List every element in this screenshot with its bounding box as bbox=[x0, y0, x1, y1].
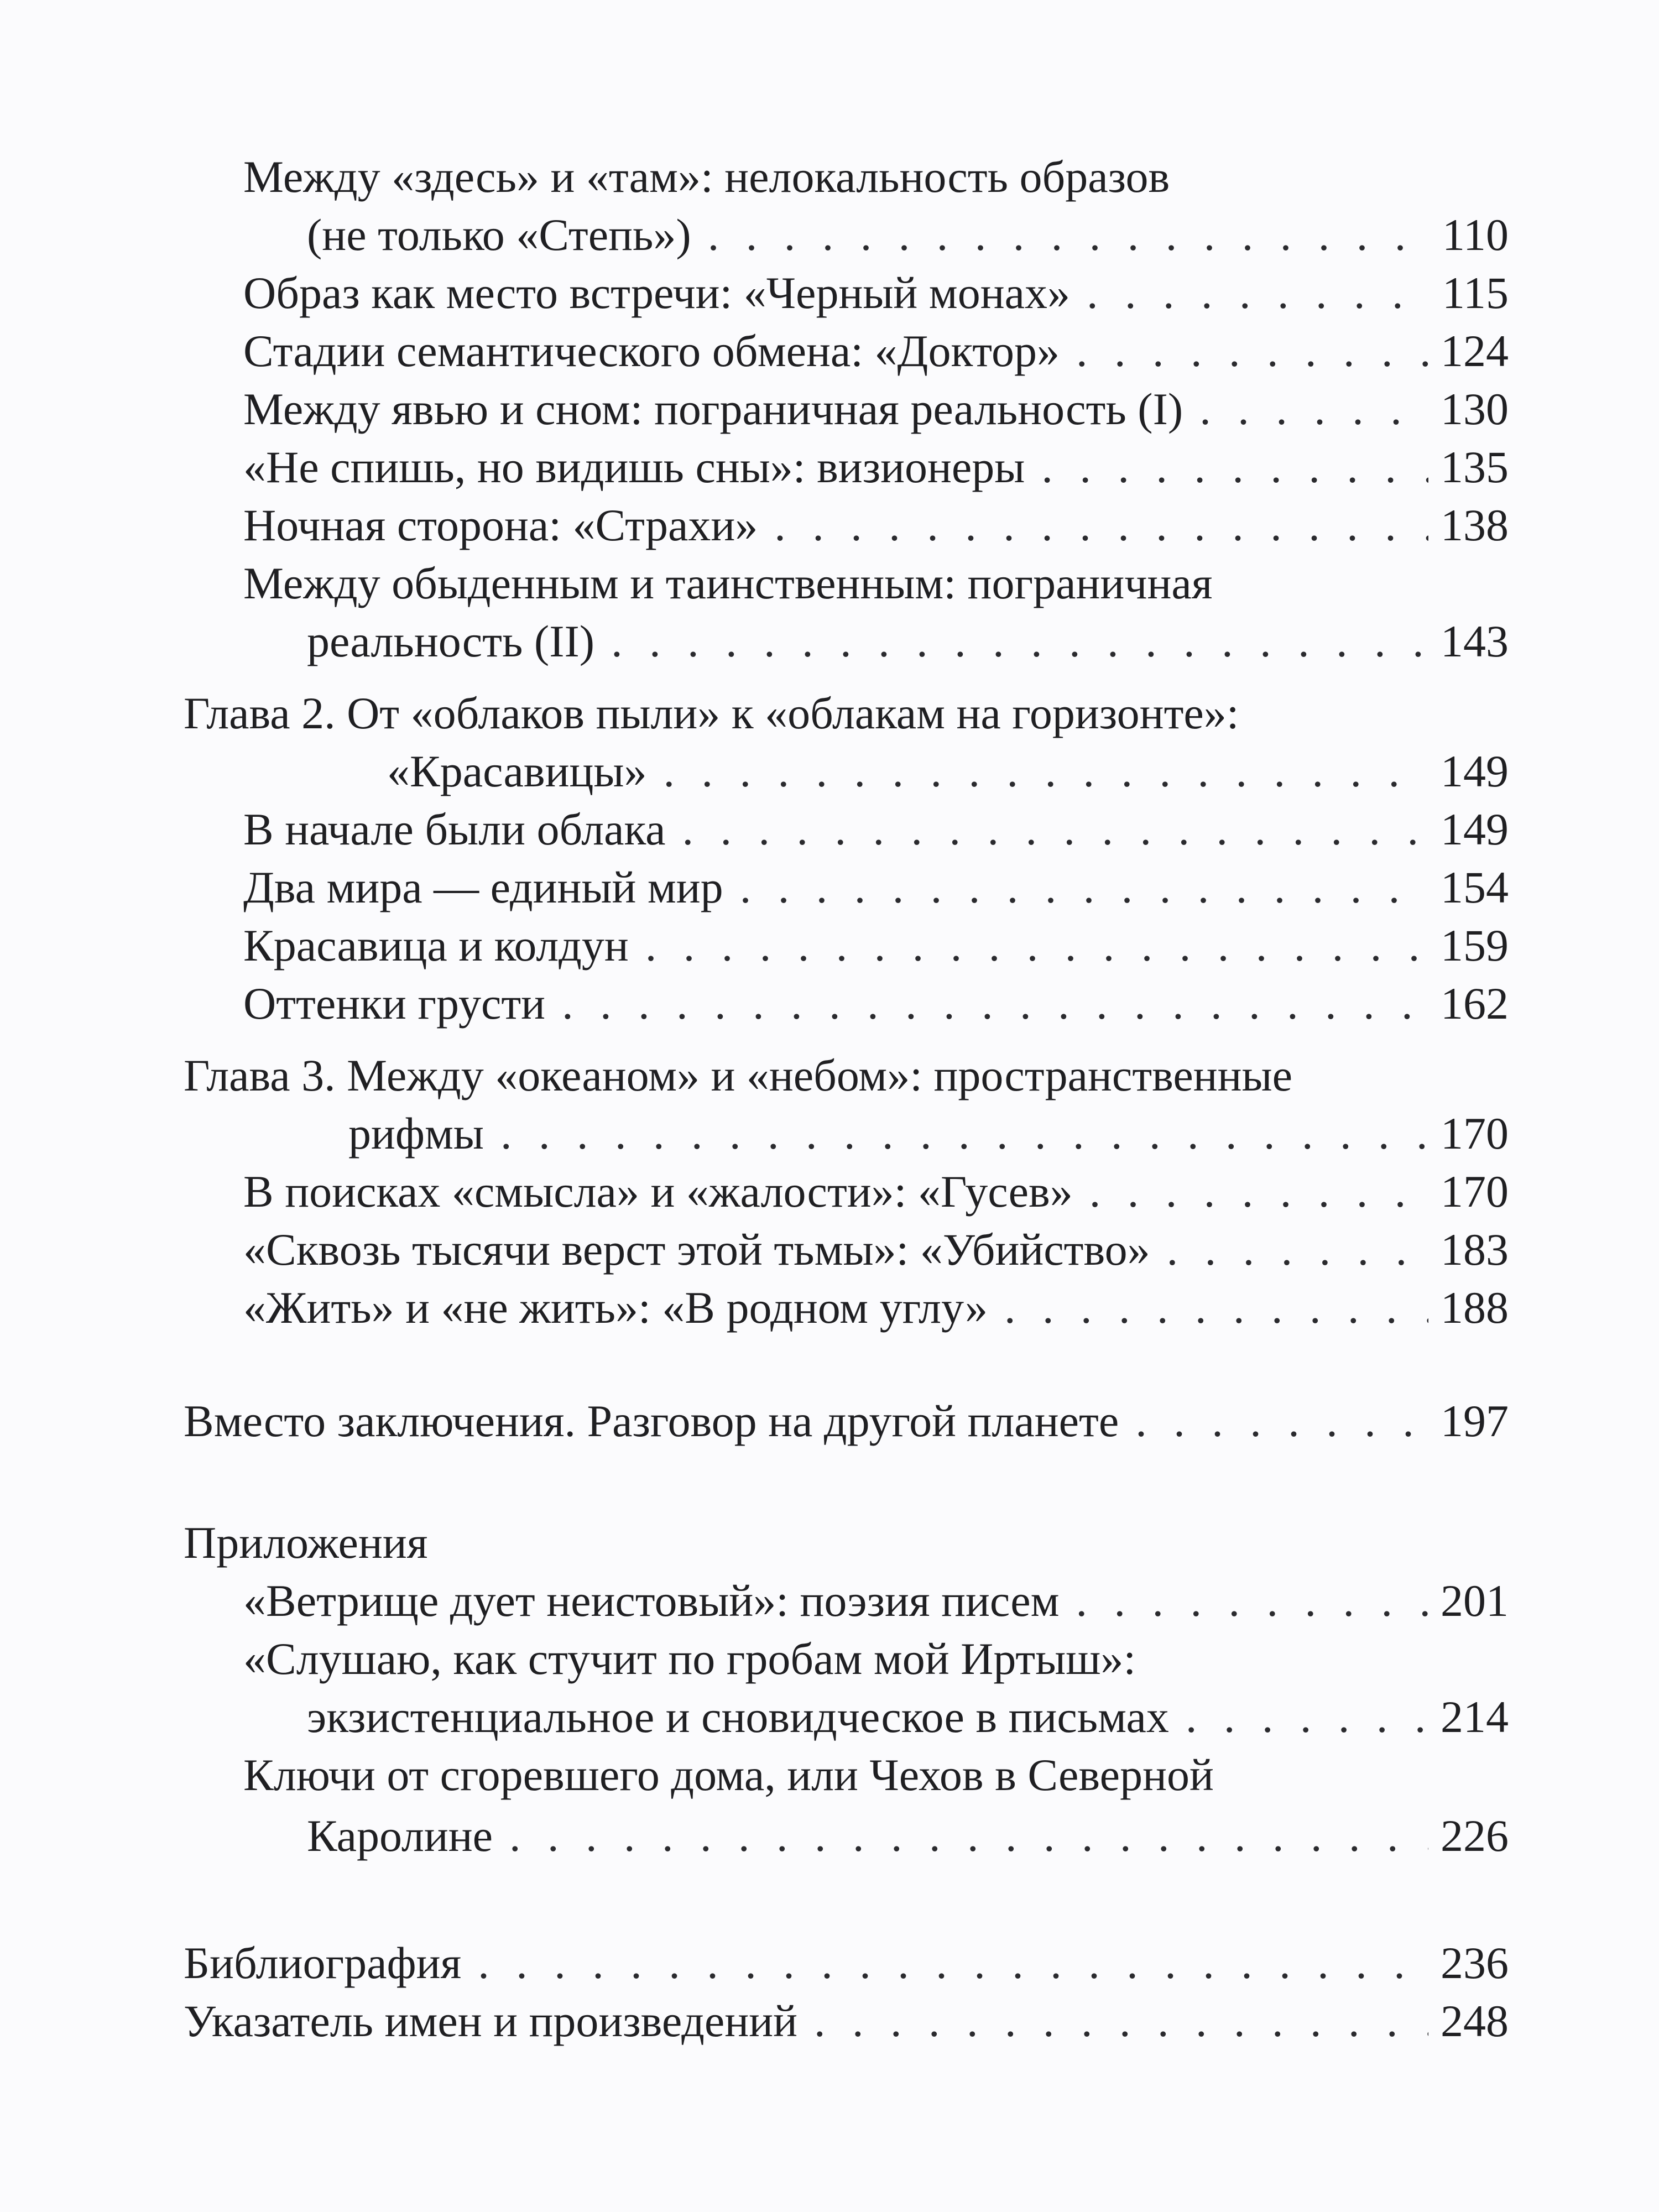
toc-entry bbox=[307, 207, 1509, 263]
toc-entry-title-line1: Между «здесь» и «там»: нелокальность образов bbox=[243, 152, 1170, 202]
dot-leader bbox=[478, 1936, 1428, 1991]
dot-leader bbox=[1089, 1164, 1428, 1219]
page-number: 149 bbox=[1441, 746, 1509, 796]
toc-entry-title: «Ветрище дует неистовый»: поэзия писем bbox=[243, 1575, 1060, 1626]
dot-leader bbox=[708, 207, 1430, 263]
toc-entry-title: «Жить» и «не жить»: «В родном углу» bbox=[243, 1282, 988, 1333]
toc-entry-title-line2: Каролине bbox=[307, 1811, 493, 1861]
toc-entry bbox=[243, 1573, 1509, 1629]
index-entry bbox=[184, 1994, 1509, 2049]
toc-entry bbox=[243, 976, 1509, 1031]
toc-entry-title: Образ как место встречи: «Черный монах» bbox=[243, 268, 1070, 318]
dot-leader bbox=[774, 498, 1428, 553]
page-number: 248 bbox=[1441, 1996, 1509, 2046]
toc-entry-title: Красавица и колдун bbox=[243, 920, 629, 971]
dot-leader bbox=[1041, 440, 1428, 495]
toc-entry bbox=[243, 324, 1509, 379]
toc-entry-title: Оттенки грусти bbox=[243, 978, 546, 1029]
page-number: 236 bbox=[1441, 1938, 1509, 1988]
toc-entry bbox=[307, 1808, 1509, 1864]
toc-entry-title: В поисках «смысла» и «жалости»: «Гусев» bbox=[243, 1166, 1073, 1217]
chapter-3-entry bbox=[348, 1106, 1509, 1161]
page-number: 188 bbox=[1441, 1282, 1509, 1333]
chapter-2-title-line1: Глава 2. От «облаков пыли» к «облакам на горизонте»: bbox=[184, 688, 1239, 738]
page-number: 183 bbox=[1441, 1224, 1509, 1275]
toc-entry bbox=[243, 1280, 1509, 1335]
dot-leader bbox=[1087, 265, 1430, 321]
dot-leader bbox=[1199, 382, 1428, 437]
dot-leader bbox=[663, 744, 1428, 799]
toc-entry bbox=[243, 440, 1509, 495]
toc-entry bbox=[307, 1689, 1509, 1745]
dot-leader bbox=[500, 1106, 1428, 1161]
chapter-2-title-line2: «Красавицы» bbox=[387, 746, 647, 796]
toc-entry bbox=[243, 802, 1509, 857]
toc-entry-title: Между явью и сном: пограничная реальность (I) bbox=[243, 384, 1183, 434]
page-number: 170 bbox=[1441, 1166, 1509, 1217]
page-number: 135 bbox=[1441, 442, 1509, 492]
page-number: 138 bbox=[1441, 500, 1509, 550]
index-title: Указатель имен и произведений bbox=[184, 1996, 797, 2046]
dot-leader bbox=[1186, 1689, 1428, 1745]
toc-entry-title-line1: Между обыденным и таинственным: пограничная bbox=[243, 558, 1213, 608]
toc-entry bbox=[243, 265, 1509, 321]
toc-entry bbox=[243, 918, 1509, 973]
page-number: 124 bbox=[1441, 326, 1509, 376]
conclusion-title: Вместо заключения. Разговор на другой планете bbox=[184, 1396, 1119, 1446]
chapter-2-entry bbox=[387, 744, 1509, 799]
toc-entry-title-line1: «Слушаю, как стучит по гробам мой Иртыш»: bbox=[243, 1634, 1136, 1684]
bibliography-title: Библиография bbox=[184, 1938, 462, 1988]
toc-entry-title: «Не спишь, но видишь сны»: визионеры bbox=[243, 442, 1025, 492]
toc-entry-title: «Сквозь тысячи верст этой тьмы»: «Убийство» bbox=[243, 1224, 1150, 1275]
page-number: 143 bbox=[1441, 616, 1509, 666]
page-number: 159 bbox=[1441, 920, 1509, 971]
page-number: 197 bbox=[1441, 1396, 1509, 1446]
chapter-3-title-line1: Глава 3. Между «океаном» и «небом»: пространственные bbox=[184, 1050, 1293, 1100]
dot-leader bbox=[611, 614, 1428, 669]
page-number: 201 bbox=[1441, 1575, 1509, 1626]
toc-entry bbox=[243, 382, 1509, 437]
conclusion-entry bbox=[184, 1394, 1509, 1449]
toc-entry-title: Два мира — единый мир bbox=[243, 862, 723, 912]
dot-leader bbox=[1076, 1573, 1428, 1629]
toc-entry bbox=[243, 1222, 1509, 1277]
toc-entry-title-line2: (не только «Степь») bbox=[307, 210, 691, 260]
appendix-title: Приложения bbox=[184, 1517, 428, 1568]
dot-leader bbox=[682, 802, 1428, 857]
toc-entry-title-line2: экзистенциальное и сновидческое в письмах bbox=[307, 1692, 1169, 1742]
page-number: 170 bbox=[1441, 1108, 1509, 1159]
page-number: 162 bbox=[1441, 978, 1509, 1029]
toc-entry bbox=[243, 498, 1509, 553]
dot-leader bbox=[1135, 1394, 1428, 1449]
toc-entry bbox=[307, 614, 1509, 669]
chapter-3-title-line2: рифмы bbox=[348, 1108, 484, 1159]
toc-entry bbox=[243, 860, 1509, 915]
bibliography-entry bbox=[184, 1936, 1509, 1991]
toc-entry-title-line2: реальность (II) bbox=[307, 616, 595, 666]
page-number: 130 bbox=[1441, 384, 1509, 434]
page-number: 110 bbox=[1442, 210, 1509, 260]
dot-leader bbox=[645, 918, 1428, 973]
dot-leader bbox=[1004, 1280, 1428, 1335]
dot-leader bbox=[740, 860, 1428, 915]
page-number: 149 bbox=[1441, 804, 1509, 854]
page-number: 154 bbox=[1441, 862, 1509, 912]
dot-leader bbox=[1167, 1222, 1428, 1277]
page-number: 226 bbox=[1441, 1811, 1509, 1861]
toc-entry bbox=[243, 1164, 1509, 1219]
toc-entry-title: Стадии семантического обмена: «Доктор» bbox=[243, 326, 1060, 376]
page-number: 115 bbox=[1442, 268, 1509, 318]
dot-leader bbox=[562, 976, 1428, 1031]
toc-entry-title: Ночная сторона: «Страхи» bbox=[243, 500, 758, 550]
toc-entry-title-line1: Ключи от сгоревшего дома, или Чехов в Северной bbox=[243, 1750, 1214, 1800]
page-number: 214 bbox=[1441, 1692, 1509, 1742]
toc-entry-title: В начале были облака bbox=[243, 804, 666, 854]
dot-leader bbox=[1076, 324, 1428, 379]
dot-leader bbox=[814, 1994, 1428, 2049]
dot-leader bbox=[509, 1808, 1428, 1864]
